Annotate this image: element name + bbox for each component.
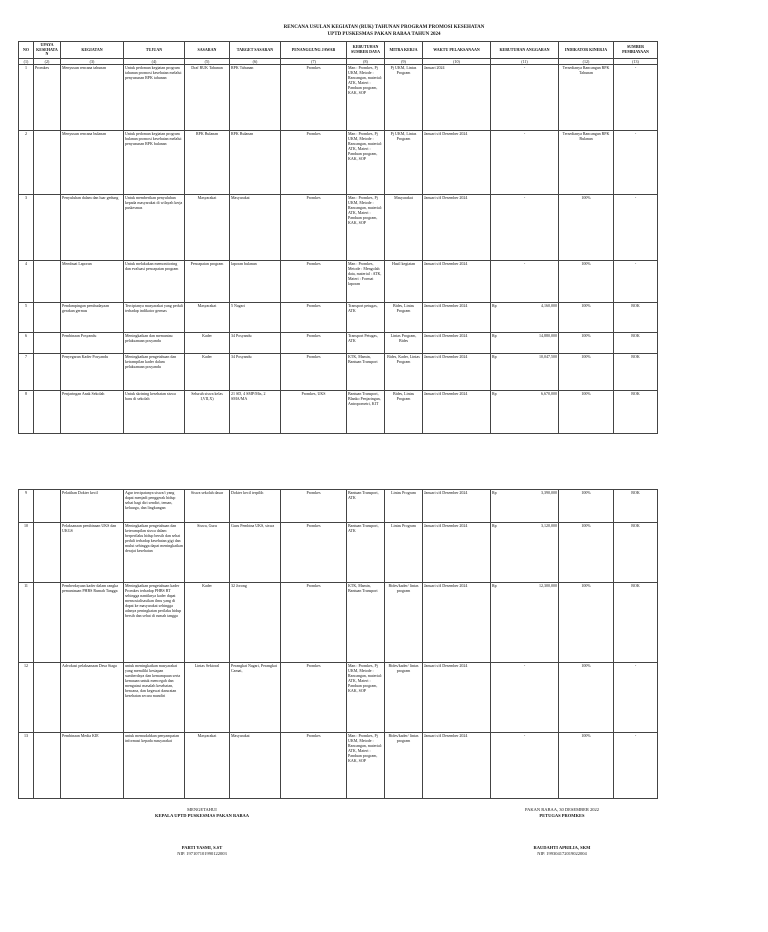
cell-no: 1 (19, 65, 34, 131)
cell-upaya (34, 733, 61, 799)
cell-upaya: Promkes (34, 65, 61, 131)
sign-right-name: RAUDAHTI APRILIA, SKM (533, 845, 591, 850)
cell-pj: Promkes (281, 333, 347, 354)
cell-tujuan: Meningkatkan dan memantau pelaksanaan posyandu (124, 333, 185, 354)
cell-sd: KTK, Mamin, Bantuan Transport (347, 354, 385, 391)
cell-kegiatan: Pembinaan Media KIE (61, 733, 124, 799)
cell-no: 12 (19, 663, 34, 733)
cell-pj: Promkes (281, 733, 347, 799)
table-row (19, 131, 658, 195)
header-cell: SASARAN (185, 42, 230, 59)
cell-waktu: Januari s/d Desember 2024 (423, 195, 491, 261)
column-number-cell: (8) (347, 59, 385, 65)
header-cell: TARGET SASARAN (230, 42, 281, 59)
cell-pj: Promkes (281, 490, 347, 523)
cell-no: 13 (19, 733, 34, 799)
cell-kegiatan: Menyusun rencana bulanan (61, 131, 124, 195)
cell-indikator: 100% (559, 583, 614, 663)
cell-mitra: Masyarakat (385, 195, 423, 261)
table-row (19, 195, 658, 261)
budget-amount: - (523, 195, 526, 200)
document-subtitle: UPTD PUSKESMAS PAKAN RABAA TAHUN 2024 (327, 32, 441, 37)
cell-kegiatan: Penyuluhan dalam dan luar gedung (61, 195, 124, 261)
cell-anggaran (491, 354, 559, 391)
cell-indikator: 100% (559, 523, 614, 583)
ruk-table-part2 (18, 489, 658, 799)
currency-label: Rp (492, 303, 497, 308)
cell-tujuan: Meningkatkan pengetahuan dan ketrampilan kader dalam pelaksanaan posyandu (124, 354, 185, 391)
cell-no: 8 (19, 391, 34, 434)
cell-sumber: - (614, 195, 658, 261)
header-cell: KEGIATAN (61, 42, 124, 59)
cell-target: 34 Posyandu (230, 354, 281, 391)
cell-sasaran: RPK Bulanan (185, 131, 230, 195)
cell-mitra: Bides/kader/ lintas program (385, 733, 423, 799)
cell-no: 5 (19, 303, 34, 333)
cell-upaya (34, 583, 61, 663)
table-row (19, 663, 658, 733)
cell-sd: Bantuan Transport, Blanko Penjaringan, Antropometri, KIT (347, 391, 385, 434)
cell-sd: Man : Promkes, Pj UKM, Metode : Rancangan, material: ATK, Materi : Panduan program, KAK, SOP (347, 65, 385, 131)
cell-no: 3 (19, 195, 34, 261)
cell-indikator: Tersedianya Rancangan RPK Tahunan (559, 65, 614, 131)
cell-anggaran (491, 523, 559, 583)
cell-mitra: Pj UKM, Lintas Program (385, 131, 423, 195)
cell-indikator: 100% (559, 333, 614, 354)
cell-pj: Promkes (281, 261, 347, 303)
budget-amount: - (523, 733, 526, 738)
cell-sasaran: Siswa sekolah dasar (185, 490, 230, 523)
document-title: RENCANA USULAN KEGIATAN (RUK) TAHUNAN PROGRAM PROMOSI KESEHATAN (283, 25, 485, 30)
cell-tujuan: untuk meningkatkan masyarakat yang memiliki kesiapan sumberdaya dan kemampuan serta kemauan untuk mencegah dan mengatasi masalah kesehatan, bencana, dan kegawat daruratan kesehatan secara mandiri (124, 663, 185, 733)
currency-label: Rp (492, 523, 497, 528)
cell-kegiatan: Membuat Laporan (61, 261, 124, 303)
cell-sasaran: Kader (185, 583, 230, 663)
header-cell: MITRA KERJA (385, 42, 423, 59)
cell-target: RPK Tahunan (230, 65, 281, 131)
cell-mitra: Pj UKM, Lintas Program (385, 65, 423, 131)
cell-pj: Promkes (281, 663, 347, 733)
column-number-cell: (11) (491, 59, 559, 65)
cell-waktu: Januari s/d Desember 2024 (423, 490, 491, 523)
column-number-cell: (10) (423, 59, 491, 65)
cell-upaya (34, 261, 61, 303)
cell-anggaran (491, 303, 559, 333)
header-cell: SUMBER PEMBIAYAAN (614, 42, 658, 59)
cell-waktu: Januari s/d Desember 2024 (423, 663, 491, 733)
cell-waktu: Januari 2024 (423, 65, 491, 131)
cell-kegiatan: Pelatihan Dokter kecil (61, 490, 124, 523)
cell-pj: Promkes, UKS (281, 391, 347, 434)
cell-no: 4 (19, 261, 34, 303)
cell-waktu: Januari s/d Desember 2024 (423, 261, 491, 303)
cell-upaya (34, 333, 61, 354)
table-row (19, 303, 658, 333)
table-row (19, 583, 658, 663)
cell-sumber: BOK (614, 303, 658, 333)
column-number-cell: (2) (34, 59, 61, 65)
cell-indikator: 100% (559, 261, 614, 303)
cell-sd: Man : Promkes, Pj UKM, Metode : Rancangan, material: ATK, Materi : Panduan program, KAK, SOP (347, 733, 385, 799)
cell-sumber: - (614, 261, 658, 303)
cell-indikator: Tersedianya Rancangan RPK Bulanan (559, 131, 614, 195)
cell-mitra: Bides/kader/ lintas program (385, 583, 423, 663)
column-number-cell: (6) (230, 59, 281, 65)
cell-sumber: BOK (614, 354, 658, 391)
cell-upaya (34, 195, 61, 261)
cell-tujuan: Agar tercipatanya siswa/i yang dapat menjadi penggerak hidup sehat bagi diri sendiri, teman, keluarga, dan lingkungan (124, 490, 185, 523)
table-row (19, 354, 658, 391)
column-number-cell: (1) (19, 59, 34, 65)
cell-target: Masyarakat (230, 733, 281, 799)
cell-upaya (34, 391, 61, 434)
cell-mitra: Lintas Program, Bides (385, 333, 423, 354)
budget-amount: 6,670,000 (541, 391, 557, 396)
cell-indikator: 100% (559, 391, 614, 434)
cell-upaya (34, 523, 61, 583)
sign-left-name: PARTI YASMI, S.ST (181, 845, 223, 850)
cell-sumber: BOK (614, 523, 658, 583)
cell-sasaran: Kader (185, 333, 230, 354)
sign-left-line1: MENGETAHUI (187, 807, 217, 812)
budget-amount: 4,160,000 (541, 303, 557, 308)
column-number-cell: (7) (281, 59, 347, 65)
cell-pj: Promkes (281, 583, 347, 663)
budget-amount: 10,047,500 (539, 354, 557, 359)
cell-waktu: Januari s/d Desember 2024 (423, 523, 491, 583)
cell-sasaran: Pencapaian program (185, 261, 230, 303)
cell-mitra: Hasil kegiatan (385, 261, 423, 303)
cell-sumber: - (614, 663, 658, 733)
cell-tujuan: Untuk pedoman kegiatan program bulanan promosi kesehatan melalui penyusunan RPK bulanan (124, 131, 185, 195)
cell-kegiatan: Penjaringan Anak Sekolah (61, 391, 124, 434)
sign-right-nip: NIP. 199304172019022004 (537, 851, 587, 856)
header-cell: KEBUTUHAN ANGGARAN (491, 42, 559, 59)
cell-target: 32 Jorong (230, 583, 281, 663)
cell-tujuan: untuk memudahkan penyampaian informasi kepada masyarakat (124, 733, 185, 799)
table-row (19, 523, 658, 583)
sign-right-line2: PETUGAS PROMKES (539, 813, 585, 818)
cell-waktu: Januari s/d Desember 2024 (423, 391, 491, 434)
table-row (19, 333, 658, 354)
cell-sasaran: Draf RUK Tahunan (185, 65, 230, 131)
cell-no: 7 (19, 354, 34, 391)
cell-sasaran: Masyarakat (185, 733, 230, 799)
budget-amount: 12,300,000 (539, 583, 557, 588)
currency-label: Rp (492, 490, 497, 495)
cell-sd: KTK, Mamin, Bantuan Transport (347, 583, 385, 663)
cell-pj: Promkes (281, 131, 347, 195)
cell-mitra: Lintas Program (385, 490, 423, 523)
cell-target: laporan bulanan (230, 261, 281, 303)
cell-mitra: Bides, Lintas Program (385, 303, 423, 333)
cell-sumber: BOK (614, 333, 658, 354)
cell-target: Masyarakat (230, 195, 281, 261)
cell-target: Perangkat Nagari, Perangkat Camat, (230, 663, 281, 733)
cell-indikator: 100% (559, 663, 614, 733)
cell-mitra: Bides, Lintas Program (385, 391, 423, 434)
cell-upaya (34, 131, 61, 195)
column-number-cell: (12) (559, 59, 614, 65)
sign-right-line1: PAKAN RABAA, 30 DESEMBER 2022 (525, 807, 599, 812)
cell-mitra: Bides/kader/ lintas program (385, 663, 423, 733)
cell-tujuan: Meningkatkan pengetahuan dan keterampilan siswa dalam berperilaku hidup bersih dan sehat peduli terhadap kesehatan gigi dan mulut sehingga dapat meningkatkan derajat kesehatan (124, 523, 185, 583)
cell-waktu: Januari s/d Desember 2024 (423, 733, 491, 799)
cell-upaya (34, 490, 61, 523)
cell-pj: Promkes (281, 65, 347, 131)
cell-pj: Promkes (281, 195, 347, 261)
cell-sumber: - (614, 65, 658, 131)
cell-sasaran: Siswa, Guru (185, 523, 230, 583)
cell-target: 34 Posyandu (230, 333, 281, 354)
table-row (19, 490, 658, 523)
cell-mitra: Lintas Program (385, 523, 423, 583)
cell-sd: Transport Petugas, ATK (347, 333, 385, 354)
cell-mitra: Bides, Kader, Lintas Program (385, 354, 423, 391)
ruk-table-part1 (18, 41, 658, 434)
cell-tujuan: Meningkatkan pengetahuan kader Promkes terhadap PHBS RT sehingga nantiknya kader dapat mensosialisasikan ilmu yang di dapat ke masyarakat sehingga adanya peningkatan perilaku hidup bersih dan sehat di rumah tangga (124, 583, 185, 663)
cell-indikator: 100% (559, 490, 614, 523)
cell-waktu: Januari s/d Desember 2024 (423, 131, 491, 195)
signature-right (477, 807, 647, 857)
header-cell: WAKTU PELAKSANAAN (423, 42, 491, 59)
cell-pj: Promkes (281, 523, 347, 583)
cell-tujuan: Untuk pedoman kegiatan program tahunan promosi kesehatan melalui penyusunan RPK tahunan (124, 65, 185, 131)
cell-kegiatan: Pelaksanaan pembinaan UKS dan UKGS (61, 523, 124, 583)
table-row (19, 391, 658, 434)
cell-tujuan: Terciptanya masyarakat yang peduli terhadap indikator germas (124, 303, 185, 333)
cell-no: 6 (19, 333, 34, 354)
table-header-row (19, 42, 658, 59)
cell-kegiatan: Penyegaran Kader Posyandu (61, 354, 124, 391)
cell-sumber: BOK (614, 583, 658, 663)
cell-sasaran: Kader (185, 354, 230, 391)
cell-indikator: 100% (559, 303, 614, 333)
cell-upaya (34, 303, 61, 333)
cell-kegiatan: Pendampingan pembudayaan gerakan germas (61, 303, 124, 333)
cell-tujuan: Untuk memberikan penyuluhan kepada masyarakat di wilayah kerja puskesmas (124, 195, 185, 261)
header-cell: INDIKATOR KINERJA (559, 42, 614, 59)
column-number-cell: (3) (61, 59, 124, 65)
cell-sd: Man : Promkes, Pj UKM, Metode : Rancangan, material: ATK, Materi : Panduan program, KAK, SOP (347, 131, 385, 195)
cell-tujuan: Untuk skrining kesehatan siswa baru di sekolah (124, 391, 185, 434)
cell-sd: Bantuan Transport, ATK (347, 490, 385, 523)
cell-sumber: BOK (614, 490, 658, 523)
sign-left-line2: KEPALA UPTD PUSKESMAS PAKAN RABAA (154, 813, 250, 818)
cell-no: 11 (19, 583, 34, 663)
table-row (19, 65, 658, 131)
cell-indikator: 100% (559, 733, 614, 799)
currency-label: Rp (492, 391, 497, 396)
cell-anggaran (491, 65, 559, 131)
cell-tujuan: Untuk melakukan memonitoring dan evaluasi pencapaian program (124, 261, 185, 303)
column-number-cell: (5) (185, 59, 230, 65)
cell-waktu: Januari s/d Desember 2024 (423, 333, 491, 354)
cell-pj: Promkes (281, 354, 347, 391)
budget-amount: 14,880,000 (539, 333, 557, 338)
cell-anggaran (491, 261, 559, 303)
cell-no: 10 (19, 523, 34, 583)
cell-anggaran (491, 131, 559, 195)
cell-sumber: - (614, 733, 658, 799)
cell-anggaran (491, 391, 559, 434)
cell-anggaran (491, 733, 559, 799)
signature-left (112, 807, 292, 857)
header-cell: NO (19, 42, 34, 59)
column-number-cell: (13) (614, 59, 658, 65)
budget-amount: - (523, 131, 526, 136)
cell-anggaran (491, 663, 559, 733)
cell-kegiatan: Pemberdayaan kader dalam rangka pemantauan PHBS Rumah Tangga (61, 583, 124, 663)
cell-sumber: BOK (614, 391, 658, 434)
header-cell: TUJUAN (124, 42, 185, 59)
table-row (19, 733, 658, 799)
cell-kegiatan: Menyusun rencana tahunan (61, 65, 124, 131)
cell-sasaran: Masyarakat (185, 195, 230, 261)
budget-amount: - (523, 663, 526, 668)
cell-waktu: Januari s/d Desember 2024 (423, 354, 491, 391)
cell-target: Guru Pembina UKS, siswa (230, 523, 281, 583)
cell-sd: Transport petugas, ATK (347, 303, 385, 333)
cell-indikator: 100% (559, 354, 614, 391)
cell-pj: Promkes (281, 303, 347, 333)
budget-amount: 3,120,000 (541, 523, 557, 528)
cell-sd: Man : Promkes, Pj UKM, Metode : Rancangan, material: ATK, Materi : Panduan program, KAK, SOP (347, 663, 385, 733)
cell-anggaran (491, 490, 559, 523)
header-cell: KEBUTUHAN SUMBER DAYA (347, 42, 385, 59)
cell-target: 21 SD, 4 SMP/Mts, 2 SMA/MA (230, 391, 281, 434)
budget-amount: - (523, 65, 526, 70)
table-row (19, 261, 658, 303)
cell-target: 5 Nagari (230, 303, 281, 333)
cell-sd: Bantuan Transport, ATK (347, 523, 385, 583)
cell-sasaran: Seluruh siswa kelas I,VII,X) (185, 391, 230, 434)
cell-sasaran: Lintas Sektoral (185, 663, 230, 733)
cell-waktu: Januari s/d Desember 2024 (423, 303, 491, 333)
cell-anggaran (491, 195, 559, 261)
cell-sumber: - (614, 131, 658, 195)
cell-sd: Man : Promkes, Metode : Mengolah data, material : ATK, Materi : Format laporan (347, 261, 385, 303)
cell-sasaran: Masyarakat (185, 303, 230, 333)
cell-kegiatan: Advokasi pelaksanaan Desa Siaga (61, 663, 124, 733)
cell-target: Dokter kecil terpilih (230, 490, 281, 523)
currency-label: Rp (492, 333, 497, 338)
cell-waktu: Januari s/d Desember 2024 (423, 583, 491, 663)
cell-sd: Man : Promkes, Pj UKM, Metode : Rancangan, material: ATK, Materi : Panduan program, KAK, SOP (347, 195, 385, 261)
cell-anggaran (491, 583, 559, 663)
cell-no: 9 (19, 490, 34, 523)
cell-no: 2 (19, 131, 34, 195)
cell-kegiatan: Pembinaan Posyandu (61, 333, 124, 354)
budget-amount: - (523, 261, 526, 266)
sign-left-nip: NIP. 197107101990122003 (177, 851, 227, 856)
cell-upaya (34, 663, 61, 733)
cell-anggaran (491, 333, 559, 354)
cell-upaya (34, 354, 61, 391)
currency-label: Rp (492, 354, 497, 359)
currency-label: Rp (492, 583, 497, 588)
header-cell: PENANGGUNG JAWAB (281, 42, 347, 59)
column-number-cell: (4) (124, 59, 185, 65)
column-number-cell: (9) (385, 59, 423, 65)
cell-indikator: 100% (559, 195, 614, 261)
cell-target: RPK Bulanan (230, 131, 281, 195)
header-cell: UPAYA KESEHATAN (34, 42, 61, 59)
budget-amount: 3,390,000 (541, 490, 557, 495)
